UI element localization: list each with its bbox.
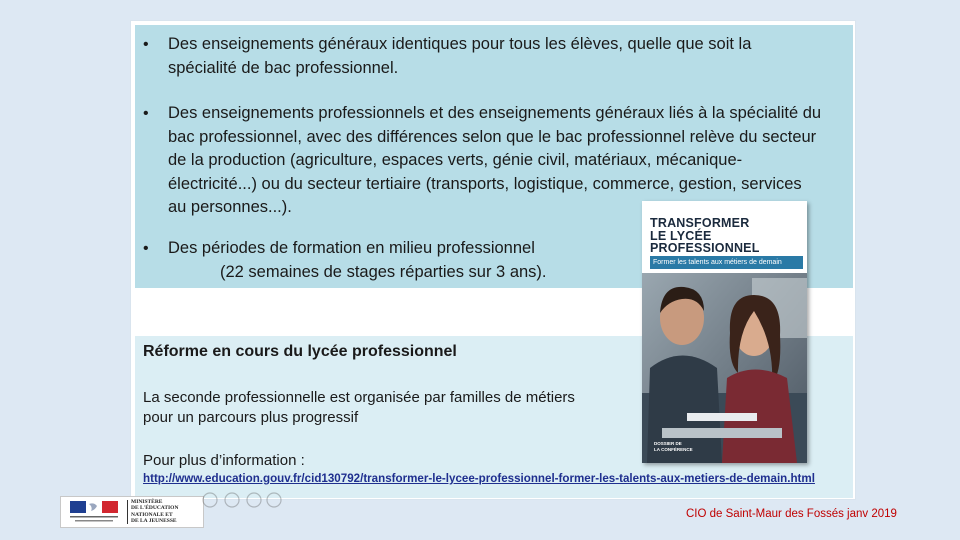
bullet-line: (22 semaines de stages réparties sur 3 ans). (220, 262, 547, 281)
logo-divider (127, 500, 128, 524)
paragraph-line: La seconde professionnelle est organisée par familles de métiers (143, 389, 575, 406)
cover-title (650, 217, 760, 255)
more-info-label: Pour plus d’information : (143, 452, 305, 469)
reform-title: Réforme en cours du lycée professionnel (143, 343, 457, 360)
cover-title-line: LE LYCÉE (650, 228, 712, 243)
ministry-name-line: DE L'ÉDUCATION (131, 505, 179, 512)
reform-paragraph (143, 388, 575, 428)
bullet-dot-icon: • (143, 36, 149, 53)
ministry-name-line: NATIONALE ET (131, 511, 173, 518)
bullet-line: bac professionnel, avec des différences selon que le bac professionnel relève du secteur (168, 127, 817, 146)
cover-ministry-line: DOSSIER DE (654, 441, 682, 446)
ministry-logo (60, 496, 204, 528)
students-photo (642, 273, 807, 463)
cover-ministry-label (654, 441, 693, 453)
paragraph-line: pour un parcours plus progressif (143, 409, 359, 426)
ministry-name-line: DE LA JEUNESSE (131, 517, 177, 524)
bullet-line: Des enseignements professionnels et des enseignements généraux liés à la spécialité du (168, 104, 822, 122)
reform-info-link[interactable]: http://www.education.gouv.fr/cid130792/transformer-le-lycee-professionnel-former-les-talents-aux-metiers-de-demain.html (143, 472, 815, 485)
footer-credit: CIO de Saint-Maur des Fossés janv 2019 (686, 508, 897, 520)
cover-title-line: TRANSFORMER (650, 216, 750, 230)
booklet-cover-image (642, 201, 807, 463)
bullet-line: électricité...) ou du secteur tertiaire (transports, logistique, commerce, gestion, services (168, 174, 802, 193)
bullet-dot-icon: • (143, 105, 149, 122)
bullet-line: Des enseignements généraux identiques pour tous les élèves, quelle que soit la (168, 35, 752, 53)
bullet-line: Des périodes de formation en milieu professionnel (168, 239, 535, 257)
bullet-line: au personnes...). (168, 198, 292, 216)
ministry-name-line: MINISTÈRE (131, 499, 163, 505)
cover-ministry-line: LA CONFÉRENCE (654, 447, 693, 452)
bullet-dot-icon: • (143, 240, 149, 257)
bullet-line: de la production (agriculture, espaces verts, génie civil, matériaux, mécanique- (168, 151, 743, 169)
ministry-name (131, 499, 178, 524)
cover-subtitle-band: Former les talents aux métiers de demain (650, 256, 803, 269)
bullet-line: spécialité de bac professionnel. (168, 58, 399, 77)
marianne-flag-icon (67, 500, 121, 524)
slide-controls-icon[interactable] (202, 490, 282, 510)
cover-title-line: PROFESSIONNEL (650, 241, 760, 255)
